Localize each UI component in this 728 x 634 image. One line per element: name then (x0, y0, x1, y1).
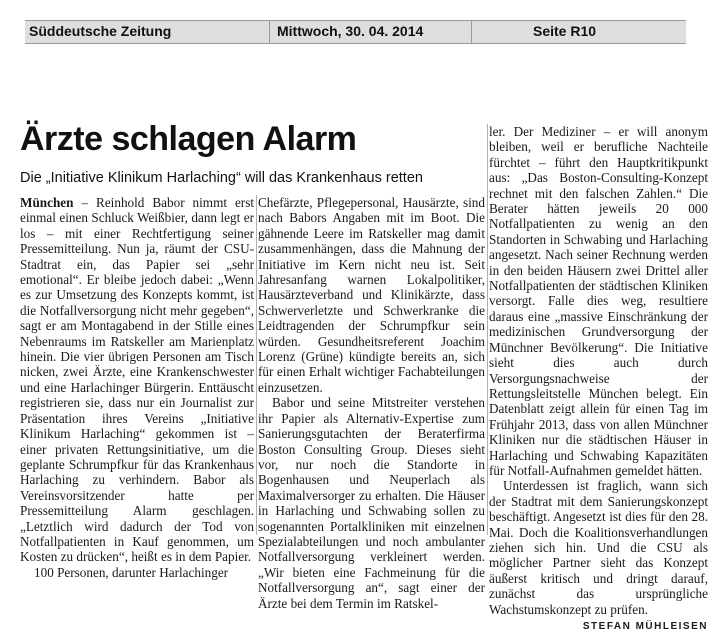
paragraph (20, 195, 254, 565)
page-number: Seite R10 (533, 23, 597, 39)
newspaper-name: Süddeutsche Zeitung (29, 23, 172, 39)
paragraph: ler. Der Mediziner – er will anonym bleiben, weil er berufliche Nachteile fürchtet – führt den Hauptkritikpunkt aus: „Das Boston-Consulting-Konzept rechnet mit den falschen Zahlen.“ Die Berater hätten jeweils 20 000 Notfallpatienten zu wenig an den Standorten in Schwabing und Harlaching angesetzt. Nach seiner Rechnung werden in den beiden Häusern zwei Drittel aller Notfallpatienten der städtischen Kliniken versorgt. Falle dies weg, resultiere daraus eine „massive Einschränkung der medizinischen Grundversorgung der Münchner Bevölkerung“. Die Initiative sieht dies auch durch Versorgungsnachweise der Rettungsleitstelle München belegt. Ein Datenblatt zeigt allein für einen Tag im Frühjahr 2013, dass von allen Münchner Kliniken nur die städtischen Häuser in Harlaching und Schwabing Kapazitäten für Notfall-Aufnahmen gemeldet hätten. (489, 124, 708, 478)
paragraph: Babor und seine Mitstreiter verstehen ihr Papier als Alternativ-Expertise zum Sanierungsgutachten der Beraterfirma Boston Consulting Group. Dieses sieht vor, nur noch die Standorte in Bogenhausen und Neuperlach als Maximalversorger zu erhalten. Die Häuser in Harlaching und Schwabing sollen zu sogenannten Portalkliniken mit einzelnen Spezialabteilungen und noch ambulanter Notfallversorgung verkleinert werden. „Wir bieten eine Fachmeinung für die Notfallversorgung an“, sagt einer der Ärzte bei dem Termin im Ratskel- (258, 395, 485, 611)
issue-date: Mittwoch, 30. 04. 2014 (277, 23, 424, 39)
author-byline: STEFAN MÜHLEISEN (582, 621, 708, 632)
column-rule (256, 195, 257, 535)
paragraph: 100 Personen, darunter Harlachinger (34, 564, 229, 580)
column-rule (487, 124, 488, 535)
dateline: München (20, 195, 74, 210)
article-column-1 (20, 195, 254, 580)
newspaper-header-bar (25, 20, 686, 44)
article-column-3 (489, 124, 708, 634)
header-divider (269, 21, 270, 43)
article-subheadline: Die „Initiative Klinikum Harlaching“ will das Krankenhaus retten (20, 170, 423, 186)
paragraph: Unterdessen ist fraglich, wann sich der Stadtrat mit dem Sanierungskonzept beschäftigt. Angesetzt ist dies für den 28. Mai. Doch die Koalitionsverhandlungen ziehen sich hin. Und die CSU als möglicher Partner sieht das Konzept äußerst kritisch und dringt darauf, zunächst das ursprüngliche Wachstumskonzept zu prüfen. (489, 478, 708, 617)
paragraph: Chefärzte, Pflegepersonal, Hausärzte, sind nach Babors Angaben mit im Boot. Die gähnende Leere im Ratskeller mag damit zusammenhängen, dass die Mahnung der Initiative im Kern nicht neu ist. Seit Jahresanfang warnen Lokalpolitiker, Hausärzteverband und Klinikärzte, dass Schwerverletzte und Schwerkranke die Leidtragenden der Schrumpfkur sein würden. Gesundheitsreferent Joachim Lorenz (Grüne) kündigte bereits an, sich für einen Erhalt wichtiger Fachabteilungen einzusetzen. (258, 195, 485, 395)
paragraph-text: – Reinhold Babor nimmt erst einmal einen Schluck Weißbier, dann legt er los – mit einer Rechtfertigung seiner Pressemitteilung. Nun ja, räumt der CSU-Stadtrat ein, das Papier sei „sehr emotional“. Er bleibe jedoch dabei: „Wenn es zur Umsetzung des Konzepts kommt, ist die Notfallversorgung nicht mehr gegeben“, sagt er am Montagabend in der Stille eines Nebenraums im Ratskeller am Marienplatz hinein. Die vier übrigen Personen am Tisch nicken, zwei Ärzte, eine Krankenschwester und eine Harlachinger Bürgerin. Enttäuscht registrieren sie, dass nur ein Journalist zur Präsentation ihres Vereins „Initiative Klinikum Harlaching“ gekommen ist – einer privaten Rettungsinitiative, um die geplante Schrumpfkur für das Krankenhaus Harlaching zu verhindern. Babor als Vereinsvorsitzender hatte per Pressemitteilung Alarm geschlagen. „Letztlich wird dadurch der Tod von Notfallpatienten in Kauf genommen, um Kosten zu drücken“, heißt es in dem Papier. (20, 195, 254, 565)
article-column-2 (258, 195, 485, 611)
article-headline: Ärzte schlagen Alarm (20, 120, 357, 158)
header-divider (471, 21, 472, 43)
